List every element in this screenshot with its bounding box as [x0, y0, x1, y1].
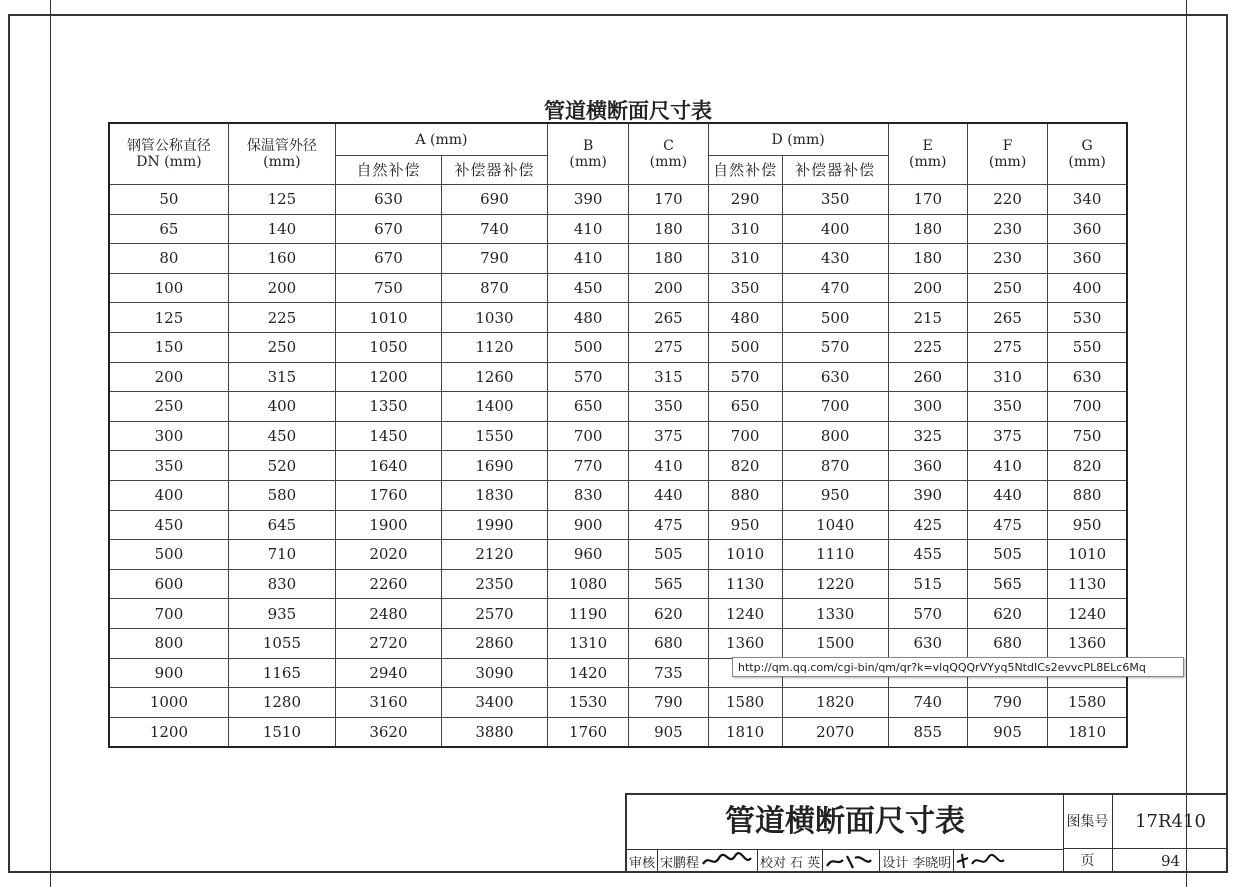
table-cell: 505 [967, 540, 1047, 570]
table-cell: 225 [888, 332, 967, 362]
header-f-label: F [1002, 138, 1013, 154]
table-cell: 475 [967, 510, 1047, 540]
table-cell: 180 [888, 214, 967, 244]
table-cell: 1550 [441, 421, 547, 451]
table-cell: 570 [782, 332, 888, 362]
table-cell: 905 [629, 717, 708, 747]
table-cell: 750 [335, 273, 441, 303]
table-cell: 800 [109, 628, 228, 658]
design-label: 设计 [882, 855, 909, 871]
table-row [109, 717, 1127, 747]
table-cell: 700 [1048, 392, 1127, 422]
table-cell: 1820 [782, 688, 888, 718]
table-cell: 880 [1048, 480, 1127, 510]
header-d-compensator: 补偿器补偿 [782, 156, 888, 185]
table-cell: 1350 [335, 392, 441, 422]
table-cell: 570 [708, 362, 782, 392]
header-a: A (mm) [335, 123, 547, 156]
table-cell: 310 [708, 214, 782, 244]
table-cell: 290 [708, 185, 782, 215]
table-cell: 1360 [708, 628, 782, 658]
table-cell: 1040 [782, 510, 888, 540]
table-cell: 350 [708, 273, 782, 303]
table-cell: 740 [888, 688, 967, 718]
header-insulation [228, 123, 335, 185]
table-cell: 935 [228, 599, 335, 629]
table-cell: 410 [967, 451, 1047, 481]
table-cell: 1220 [782, 569, 888, 599]
table-cell: 1055 [228, 628, 335, 658]
table-cell: 180 [629, 214, 708, 244]
table-row [109, 244, 1127, 274]
table-cell: 630 [782, 362, 888, 392]
table-cell: 580 [228, 480, 335, 510]
table-cell: 410 [547, 214, 628, 244]
table-cell: 1050 [335, 332, 441, 362]
table-cell: 125 [109, 303, 228, 333]
table-cell: 1000 [109, 688, 228, 718]
table-cell: 1900 [335, 510, 441, 540]
table-cell: 140 [228, 214, 335, 244]
table-cell: 570 [888, 599, 967, 629]
table-cell: 1810 [1048, 717, 1127, 747]
table-cell: 1450 [335, 421, 441, 451]
table-cell: 250 [228, 332, 335, 362]
table-cell: 650 [547, 392, 628, 422]
table-cell: 455 [888, 540, 967, 570]
table-cell: 1280 [228, 688, 335, 718]
table-cell: 800 [782, 421, 888, 451]
table-cell: 180 [888, 244, 967, 274]
table-cell: 3400 [441, 688, 547, 718]
table-cell: 1130 [708, 569, 782, 599]
table-cell: 2570 [441, 599, 547, 629]
table-cell: 1200 [335, 362, 441, 392]
table-cell: 480 [547, 303, 628, 333]
table-cell: 3620 [335, 717, 441, 747]
header-e-unit: (mm) [909, 154, 947, 170]
table-cell: 3090 [441, 658, 547, 688]
table-cell: 700 [109, 599, 228, 629]
table-cell: 500 [782, 303, 888, 333]
table-cell: 180 [629, 244, 708, 274]
table-row [109, 599, 1127, 629]
table-row [109, 332, 1127, 362]
atlas-number: 17R410 [1113, 795, 1228, 849]
table-cell: 690 [441, 185, 547, 215]
table-cell: 1130 [1048, 569, 1127, 599]
table-cell: 400 [1048, 273, 1127, 303]
table-cell: 950 [1048, 510, 1127, 540]
table-cell: 450 [109, 510, 228, 540]
atlas-label: 图集号 [1063, 795, 1113, 849]
table-cell: 650 [708, 392, 782, 422]
reviewer-name: 宋鹏程 [660, 855, 700, 871]
table-cell: 770 [547, 451, 628, 481]
checker-name: 石 英 [790, 855, 821, 871]
table-cell: 125 [228, 185, 335, 215]
table-cell: 1260 [441, 362, 547, 392]
table-cell: 375 [967, 421, 1047, 451]
table-cell: 200 [109, 362, 228, 392]
table-cell: 500 [708, 332, 782, 362]
table-cell: 440 [967, 480, 1047, 510]
table-cell: 1510 [228, 717, 335, 747]
header-e [888, 123, 967, 185]
header-b-unit: (mm) [569, 154, 607, 170]
header-insulation-label: 保温管外径 [246, 138, 317, 154]
table-cell: 170 [629, 185, 708, 215]
table-cell: 565 [967, 569, 1047, 599]
table-cell: 1010 [708, 540, 782, 570]
table-cell: 325 [888, 421, 967, 451]
title-block [625, 793, 1226, 871]
table-cell: 410 [547, 244, 628, 274]
table-cell: 620 [967, 599, 1047, 629]
table-cell: 2940 [335, 658, 441, 688]
header-g-unit: (mm) [1068, 154, 1106, 170]
table-cell: 500 [109, 540, 228, 570]
title-block-title: 管道横断面尺寸表 [627, 795, 1064, 850]
table-cell: 670 [335, 244, 441, 274]
header-dn-unit: DN (mm) [136, 154, 202, 170]
header-c-unit: (mm) [649, 154, 688, 170]
table-row [109, 688, 1127, 718]
table-cell: 870 [441, 273, 547, 303]
table-cell: 2070 [782, 717, 888, 747]
table-cell: 645 [228, 510, 335, 540]
table-cell: 2720 [335, 628, 441, 658]
binding-line-left [50, 0, 51, 887]
table-cell: 390 [888, 480, 967, 510]
table-cell: 735 [629, 658, 708, 688]
dimension-table [108, 122, 1128, 748]
table-cell: 375 [629, 421, 708, 451]
table-cell: 620 [629, 599, 708, 629]
table-cell: 820 [1048, 451, 1127, 481]
table-cell: 390 [547, 185, 628, 215]
table-cell: 1110 [782, 540, 888, 570]
table-cell: 790 [967, 688, 1047, 718]
table-cell: 315 [228, 362, 335, 392]
table-cell: 1240 [708, 599, 782, 629]
table-row [109, 185, 1127, 215]
table-row [109, 510, 1127, 540]
table-cell: 1580 [708, 688, 782, 718]
table-cell: 1010 [335, 303, 441, 333]
table-cell: 1690 [441, 451, 547, 481]
table-title: 管道横断面尺寸表 [544, 99, 712, 123]
table-cell: 1530 [547, 688, 628, 718]
header-g [1048, 123, 1127, 185]
table-cell: 400 [782, 214, 888, 244]
table-cell: 1640 [335, 451, 441, 481]
table-cell: 2120 [441, 540, 547, 570]
table-cell: 250 [109, 392, 228, 422]
table-cell: 350 [109, 451, 228, 481]
header-dn-label: 钢管公称直径 [126, 138, 211, 154]
table-cell: 475 [629, 510, 708, 540]
header-a-compensator: 补偿器补偿 [441, 156, 547, 185]
table-cell: 315 [629, 362, 708, 392]
table-cell: 230 [967, 214, 1047, 244]
table-cell: 550 [1048, 332, 1127, 362]
table-cell: 790 [441, 244, 547, 274]
header-d-natural: 自然补偿 [708, 156, 782, 185]
header-e-label: E [922, 138, 933, 154]
header-f [967, 123, 1047, 185]
table-row [109, 540, 1127, 570]
table-cell: 630 [888, 628, 967, 658]
table-cell: 430 [782, 244, 888, 274]
table-cell: 880 [708, 480, 782, 510]
signature-row [627, 849, 1064, 873]
table-row [109, 214, 1127, 244]
header-b [547, 123, 628, 185]
table-cell: 265 [967, 303, 1047, 333]
table-cell: 2020 [335, 540, 441, 570]
table-cell: 2350 [441, 569, 547, 599]
table-cell: 1830 [441, 480, 547, 510]
table-cell: 1030 [441, 303, 547, 333]
table-cell: 215 [888, 303, 967, 333]
table-cell: 3880 [441, 717, 547, 747]
table-cell: 710 [228, 540, 335, 570]
table-cell: 450 [547, 273, 628, 303]
table-cell: 400 [228, 392, 335, 422]
table-cell: 2260 [335, 569, 441, 599]
table-row [109, 421, 1127, 451]
table-cell: 160 [228, 244, 335, 274]
table-cell: 1400 [441, 392, 547, 422]
table-cell: 275 [629, 332, 708, 362]
table-cell: 960 [547, 540, 628, 570]
table-row [109, 480, 1127, 510]
table-cell: 470 [782, 273, 888, 303]
table-cell: 700 [782, 392, 888, 422]
table-cell: 855 [888, 717, 967, 747]
table-cell: 1580 [1048, 688, 1127, 718]
table-cell: 670 [335, 214, 441, 244]
table-cell: 1500 [782, 628, 888, 658]
table-cell: 200 [888, 273, 967, 303]
table-cell: 870 [782, 451, 888, 481]
table-row [109, 303, 1127, 333]
header-b-label: B [582, 138, 594, 154]
table-cell: 100 [109, 273, 228, 303]
header-c-label: C [663, 138, 674, 154]
table-cell: 1190 [547, 599, 628, 629]
table-cell: 150 [109, 332, 228, 362]
table-cell: 250 [967, 273, 1047, 303]
designer-signature [954, 852, 1010, 870]
header-g-label: G [1081, 138, 1093, 154]
table-cell: 170 [888, 185, 967, 215]
table-cell: 310 [967, 362, 1047, 392]
table-cell: 790 [629, 688, 708, 718]
table-cell: 50 [109, 185, 228, 215]
table-cell: 1810 [708, 717, 782, 747]
table-row [109, 451, 1127, 481]
table-cell: 450 [228, 421, 335, 451]
header-dn [109, 123, 228, 185]
table-cell: 1240 [1048, 599, 1127, 629]
header-f-unit: (mm) [988, 154, 1027, 170]
table-cell: 1760 [335, 480, 441, 510]
table-cell: 340 [1048, 185, 1127, 215]
table-cell: 905 [967, 717, 1047, 747]
table-cell: 1200 [109, 717, 228, 747]
table-cell: 360 [1048, 244, 1127, 274]
table-cell: 680 [629, 628, 708, 658]
table-cell: 65 [109, 214, 228, 244]
table-cell: 350 [967, 392, 1047, 422]
table-cell: 1080 [547, 569, 628, 599]
table-cell: 230 [967, 244, 1047, 274]
table-cell: 440 [629, 480, 708, 510]
table-cell: 300 [888, 392, 967, 422]
table-cell: 600 [109, 569, 228, 599]
page-label: 页 [1063, 849, 1113, 873]
table-cell: 950 [782, 480, 888, 510]
table-cell: 1330 [782, 599, 888, 629]
table-cell: 700 [547, 421, 628, 451]
table-cell: 2480 [335, 599, 441, 629]
table-cell: 300 [109, 421, 228, 451]
table-cell: 950 [708, 510, 782, 540]
table-cell: 630 [1048, 362, 1127, 392]
table-cell: 400 [109, 480, 228, 510]
page-number: 94 [1160, 852, 1181, 870]
table-cell: 225 [228, 303, 335, 333]
table-cell: 1420 [547, 658, 628, 688]
table-cell: 220 [967, 185, 1047, 215]
table-cell: 565 [629, 569, 708, 599]
table-cell: 750 [1048, 421, 1127, 451]
table-cell: 900 [547, 510, 628, 540]
table-cell: 830 [228, 569, 335, 599]
table-cell: 1010 [1048, 540, 1127, 570]
table-cell: 630 [335, 185, 441, 215]
table-row [109, 273, 1127, 303]
table-cell: 275 [967, 332, 1047, 362]
table-cell: 265 [629, 303, 708, 333]
table-cell: 1165 [228, 658, 335, 688]
reviewer-signature [701, 852, 757, 870]
table-cell: 515 [888, 569, 967, 599]
table-cell: 200 [228, 273, 335, 303]
table-cell: 2860 [441, 628, 547, 658]
table-cell: 830 [547, 480, 628, 510]
table-cell: 480 [708, 303, 782, 333]
table-cell: 260 [888, 362, 967, 392]
table-cell: 410 [629, 451, 708, 481]
header-d: D (mm) [708, 123, 888, 156]
binding-line-right [1186, 0, 1187, 887]
table-cell: 900 [109, 658, 228, 688]
review-label: 审核 [629, 855, 656, 871]
table-cell: 360 [888, 451, 967, 481]
table-cell: 820 [708, 451, 782, 481]
table-cell: 80 [109, 244, 228, 274]
table-cell: 520 [228, 451, 335, 481]
header-c [629, 123, 708, 185]
table-cell: 310 [708, 244, 782, 274]
designer-name: 李晓明 [912, 855, 952, 871]
table-row [109, 569, 1127, 599]
table-cell: 740 [441, 214, 547, 244]
table-cell: 680 [967, 628, 1047, 658]
checker-signature [823, 852, 879, 870]
table-row [109, 362, 1127, 392]
table-cell: 1360 [1048, 628, 1127, 658]
header-insulation-unit: (mm) [263, 154, 301, 170]
table-cell: 1990 [441, 510, 547, 540]
table-cell: 360 [1048, 214, 1127, 244]
table-cell: 1310 [547, 628, 628, 658]
table-cell: 200 [629, 273, 708, 303]
table-cell: 500 [547, 332, 628, 362]
table-cell: 350 [629, 392, 708, 422]
table-cell: 1760 [547, 717, 628, 747]
url-tooltip[interactable]: http://qm.qq.com/cgi-bin/qm/qr?k=vlqQQQrVYyq5NtdICs2evvcPL8ELc6Mq [732, 657, 1184, 677]
table-cell: 350 [782, 185, 888, 215]
table-cell: 505 [629, 540, 708, 570]
table-cell: 530 [1048, 303, 1127, 333]
table-cell: 1120 [441, 332, 547, 362]
header-a-natural: 自然补偿 [335, 156, 441, 185]
check-label: 校对 [760, 855, 787, 871]
table-cell: 700 [708, 421, 782, 451]
table-cell: 570 [547, 362, 628, 392]
table-row [109, 392, 1127, 422]
table-cell: 425 [888, 510, 967, 540]
table-cell: 3160 [335, 688, 441, 718]
table-row [109, 628, 1127, 658]
